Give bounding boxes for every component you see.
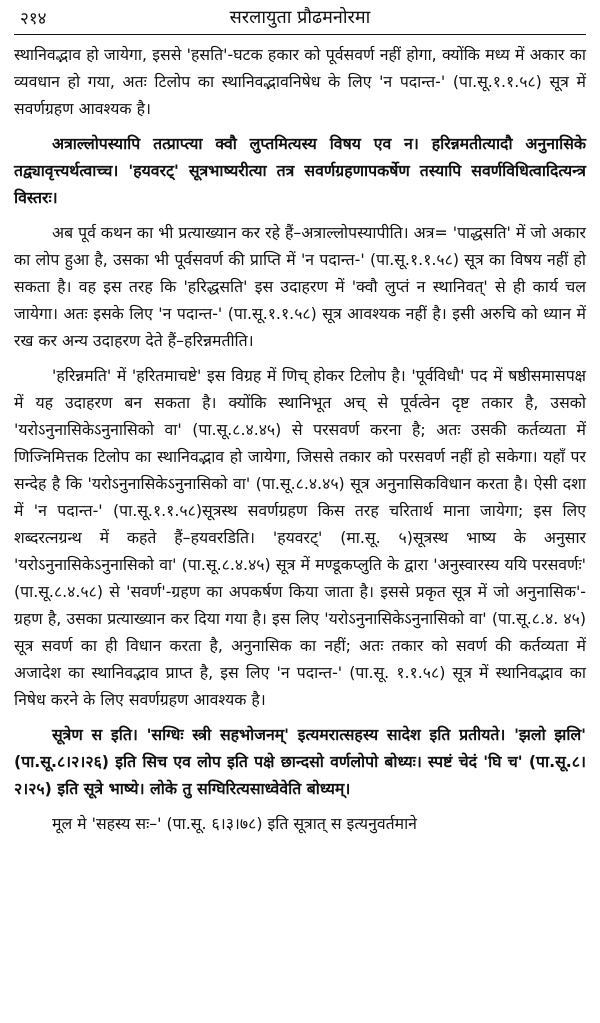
hindi-paragraph: अब पूर्व कथन का भी प्रत्याख्यान कर रहे हैं–अत्राल्लोपस्यापीति। अत्र= 'पाद्धसति' में जो अकार का लोप हुआ है, उसका भी पूर्वसवर्ण की प्राप्ति में 'न पदान्त-' (पा.सू.१.१.५८) सूत्र का विषय नहीं हो सकता है। वह इस तरह कि 'हरिद्धसति' इस उदाहरण में 'क्वौ लुप्तं न स्थानिवत्' से ही कार्य चल जायेगा। अतः इसके लिए 'न पदान्त-' (पा.सू.१.१.५८) सूत्र आवश्यक नहीं है। इसी अरुचि को ध्यान में रख कर अन्य उदाहरण देते हैं–हरिन्नमतीति।: [14, 223, 586, 350]
sanskrit-commentary: सूत्रेण स इति। 'सग्धिः स्त्री सहभोजनम्' इत्यमरात्सहस्य सादेश इति प्रतीयते। 'झलो झलि' (पा.सू.८।२।२६) इति सिच एव लोप इति पक्षे छान्दसो वर्णलोपो बोध्यः। स्पष्टं चेदं 'घि च' (पा.सू.८।२।२५) इति सूत्रे भाष्ये। लोके तु सग्घिरित्यसाध्वेवेति बोध्यम्।: [14, 725, 586, 798]
page-header: [14, 0, 586, 35]
hindi-paragraph: स्थानिवद्भाव हो जायेगा, इससे 'हसति'-घटक हकार को पूर्वसवर्ण नहीं होगा, क्योंकि मध्य में अकार का व्यवधान हो गया, अतः टिलोप का स्थानिवद्भावनिषेध के लिए 'न पदान्त-' (पा.सू.१.१.५८) सूत्र में सवर्णग्रहण आवश्यक है।: [14, 45, 586, 118]
hindi-paragraph: 'हरिन्नमति' में 'हरितमाचष्टे' इस विग्रह में णिच् होकर टिलोप है। 'पूर्वविधौ' पद में षष्ठीसमासपक्ष में यह उदाहरण बन सकता है। क्योंकि स्थानिभूत अच् से पूर्वत्वेन दृष्ट तकार है, उसको 'यरोऽनुनासिकेऽनुनासिको वा' (पा.सू.८.४.४५) से परसवर्ण करना है; अतः उसकी कर्तव्यता में णिज्निमित्तक टिलोप का स्थानिवद्भाव हो जायेगा, जिससे तकार को परसवर्ण नहीं हो सकेगा। यहाँ पर सन्देह है कि 'यरोऽनुनासिकेऽनुनासिको वा' (पा.सू.८.४.४५) सूत्र अनुनासिकविधान करता है। ऐसी दशा में 'न पदान्त-' (पा.सू.१.१.५८)सूत्रस्थ सवर्णग्रहण किस तरह चरितार्थ माना जायेगा; इस लिए शब्दरत्नग्रन्थ में कहते हैं–हयवरडिति। 'हयवरट्' (मा.सू. ५)सूत्रस्थ भाष्य के अनुसार 'यरोऽनुनासिकेऽनुनासिको वा' (पा.सू.८.४.४५) सूत्र में मण्डूकप्लुति के द्वारा 'अनुस्वारस्य ययि परसवर्णः' (पा.सू.८.४.५८) से 'सवर्ण'-ग्रहण का अपकर्षण किया जाता है। इससे प्रकृत सूत्र में जो अनुनासिक'-ग्रहण है, उसका प्रत्याख्यान कर दिया गया है। इस लिए 'यरोऽनुनासिकेऽनुनासिको वा' (पा.सू.८.४. ४५) सूत्र सवर्ण का ही विधान करता है, अनुनासिक का नहीं; अतः तकार को सवर्ण की कर्तव्यता में अजादेश का स्थानिवद्भाव प्राप्त है, इस लिए 'न पदान्त-' (पा.सू. १.१.५८) सूत्र में स्थानिवद्भाव का निषेध करने के लिए सवर्णग्रहण आवश्यक है।: [14, 366, 586, 709]
hindi-paragraph: मूल मे 'सहस्य सः–' (पा.सू. ६।३।७८) इति सूत्रात् स इत्यनुवर्तमाने: [52, 814, 417, 833]
sanskrit-commentary: अत्राल्लोपस्यापि तत्प्राप्त्या क्वौ लुप्तमित्यस्य विषय एव न। हरिन्नमतीत्यादौ अनुनासिके तद्व्यावृत्त्यर्थत्वाच्च। 'हयवरट्' सूत्रभाष्यरीत्या तत्र सवर्णग्रहणापकर्षेण तस्यापि सवर्णविधित्वादित्यन्त्र विस्तरः।: [14, 134, 586, 207]
page-number: २१४: [20, 9, 47, 29]
running-title: सरलायुता प्रौढमनोरमा: [229, 7, 371, 28]
